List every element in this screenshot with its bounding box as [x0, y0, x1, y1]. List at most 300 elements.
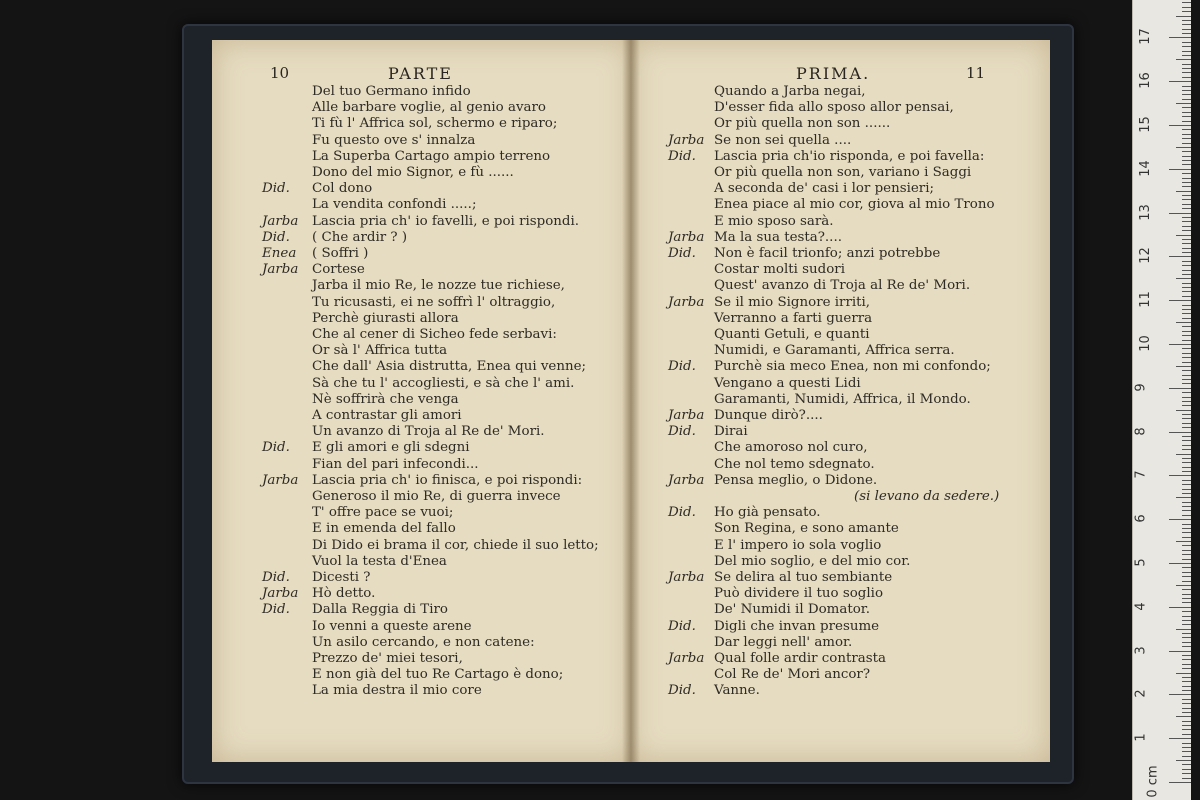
ruler-tick	[1182, 143, 1191, 144]
ruler-tick	[1176, 454, 1191, 455]
ruler-tick	[1182, 335, 1191, 336]
verse-line: E mio sposo sarà.	[714, 213, 834, 229]
ruler-tick	[1169, 432, 1191, 433]
ruler-tick	[1182, 160, 1191, 161]
verse-line: Dunque dirò?....	[714, 408, 823, 423]
ruler-tick	[1169, 81, 1191, 82]
verse-line: A seconda de' casi i lor pensieri;	[714, 181, 934, 197]
ruler-tick	[1182, 107, 1191, 108]
verse-line: Tu ricusasti, ei ne soffrì l' oltraggio,	[312, 294, 556, 310]
ruler-tick	[1182, 602, 1191, 603]
ruler-tick	[1182, 712, 1191, 713]
verse-line: La vendita confondi .....;	[312, 197, 477, 213]
ruler-label: 9	[1133, 383, 1149, 392]
ruler-tick	[1182, 199, 1191, 200]
ruler-tick	[1182, 699, 1191, 700]
verse-line: A contrastar gli amori	[312, 408, 462, 423]
ruler-tick	[1182, 598, 1191, 599]
ruler-tick	[1182, 637, 1191, 638]
verse-line: Alle barbare voglie, al genio avaro	[312, 100, 546, 116]
ruler-tick	[1176, 629, 1191, 630]
verse-line: Or sà l' Affrica tutta	[312, 343, 448, 359]
ruler-label: 6	[1133, 514, 1149, 523]
ruler-tick	[1182, 708, 1191, 709]
verse-line: ( Che ardir ? )	[312, 229, 408, 245]
ruler-tick	[1182, 616, 1191, 617]
ruler-tick	[1182, 94, 1191, 95]
ruler-tick	[1182, 773, 1191, 774]
verse-line: Se delira al tuo sembiante	[714, 570, 893, 585]
ruler-tick	[1182, 734, 1191, 735]
ruler-tick	[1182, 515, 1191, 516]
ruler-tick	[1169, 738, 1191, 739]
ruler-tick	[1182, 24, 1191, 25]
ruler-tick	[1182, 659, 1191, 660]
ruler-tick	[1176, 760, 1191, 761]
ruler-tick	[1182, 186, 1191, 187]
ruler-tick	[1182, 375, 1191, 376]
ruler-tick	[1182, 581, 1191, 582]
ruler-tick	[1182, 265, 1191, 266]
ruler-tick	[1182, 392, 1191, 393]
book-gutter	[622, 40, 640, 762]
verse-line: Quando a Jarba negai,	[714, 84, 866, 99]
ruler-tick	[1182, 703, 1191, 704]
ruler-tick	[1182, 524, 1191, 525]
verse-line: Che nol temo sdegnato.	[714, 456, 875, 472]
speaker-name: Did.	[668, 148, 696, 164]
ruler-tick	[1182, 261, 1191, 262]
ruler-tick	[1169, 694, 1191, 695]
ruler-tick	[1182, 769, 1191, 770]
ruler-tick	[1182, 545, 1191, 546]
ruler-tick	[1169, 344, 1191, 345]
verse-line: ( Soffri )	[312, 246, 369, 261]
ruler-tick	[1182, 274, 1191, 275]
ruler-tick	[1182, 353, 1191, 354]
ruler-tick	[1182, 90, 1191, 91]
ruler-tick	[1182, 633, 1191, 634]
speaker-name: Enea	[262, 246, 297, 261]
ruler-tick	[1182, 751, 1191, 752]
speaker-name: Jarba	[668, 294, 705, 310]
ruler-tick	[1169, 213, 1191, 214]
ruler-tick	[1169, 169, 1191, 170]
ruler-tick	[1182, 756, 1191, 757]
verse-line: Del mio soglio, e del mio cor.	[714, 553, 911, 569]
speaker-name: Did.	[262, 602, 290, 618]
ruler-tick	[1182, 173, 1191, 174]
ruler-tick	[1182, 296, 1191, 297]
verse-line: Ma la sua testa?....	[714, 229, 842, 245]
ruler-label: 0 cm	[1145, 765, 1161, 798]
ruler-tick	[1182, 29, 1191, 30]
ruler-label: 7	[1133, 470, 1149, 480]
ruler-tick	[1182, 68, 1191, 69]
ruler-tick	[1182, 427, 1191, 428]
ruler-tick	[1176, 16, 1191, 17]
verse-line: Qual folle ardir contrasta	[714, 651, 886, 666]
verse-line: Pensa meglio, o Didone.	[714, 472, 878, 488]
ruler-tick	[1182, 480, 1191, 481]
ruler-tick	[1182, 42, 1191, 43]
ruler-tick	[1182, 248, 1191, 249]
speaker-name: Jarba	[668, 132, 705, 148]
ruler-tick	[1182, 458, 1191, 459]
ruler-tick	[1176, 322, 1191, 323]
verse-line: Un avanzo di Troja al Re de' Mori.	[312, 424, 545, 440]
ruler-tick	[1182, 594, 1191, 595]
ruler-tick	[1182, 589, 1191, 590]
ruler-tick	[1182, 449, 1191, 450]
ruler-tick	[1182, 51, 1191, 52]
ruler-tick	[1169, 125, 1191, 126]
verse-line: Vanne.	[714, 683, 760, 699]
verse-line: Col Re de' Mori ancor?	[714, 667, 871, 683]
ruler-tick	[1182, 20, 1191, 21]
ruler-tick	[1182, 620, 1191, 621]
verse-line: Hò detto.	[312, 586, 376, 602]
ruler-label: 17	[1137, 28, 1153, 46]
ruler-tick	[1182, 64, 1191, 65]
verse-line: Costar molti sudori	[714, 262, 845, 278]
ruler-tick	[1176, 235, 1191, 236]
ruler-tick	[1182, 287, 1191, 288]
ruler-tick	[1182, 725, 1191, 726]
ruler-tick	[1182, 2, 1191, 3]
verse-line: Fian del pari infecondi...	[312, 456, 479, 472]
verse-line: La mia destra il mio core	[312, 683, 482, 699]
ruler-tick	[1182, 226, 1191, 227]
ruler-tick	[1182, 681, 1191, 682]
ruler-tick	[1176, 278, 1191, 279]
left-page-number: 10	[270, 64, 290, 82]
ruler-tick	[1182, 33, 1191, 34]
speaker-name: Jarba	[262, 213, 299, 229]
verse-line: Perchè giurasti allora	[312, 310, 459, 326]
ruler-tick	[1176, 497, 1191, 498]
verse-line: Lascia pria ch' io favelli, e poi rispondi.	[312, 213, 579, 229]
ruler-tick	[1182, 357, 1191, 358]
verse-line: Son Regina, e sono amante	[714, 521, 899, 537]
speaker-name: Did.	[262, 181, 290, 197]
ruler-tick	[1182, 313, 1191, 314]
speaker-name: Did.	[668, 246, 696, 261]
speaker-name: Jarba	[262, 586, 299, 602]
ruler-tick	[1182, 418, 1191, 419]
verse-line: E in emenda del fallo	[312, 521, 456, 537]
ruler-tick	[1182, 243, 1191, 244]
ruler-tick	[1182, 550, 1191, 551]
verse-line: T' offre pace se vuoi;	[312, 505, 454, 521]
ruler-tick	[1182, 690, 1191, 691]
ruler-tick	[1176, 59, 1191, 60]
ruler-label: 10	[1137, 335, 1153, 352]
speaker-name: Jarba	[262, 472, 299, 488]
ruler-tick	[1182, 178, 1191, 179]
ruler-tick	[1182, 423, 1191, 424]
ruler-tick	[1182, 383, 1191, 384]
ruler-tick	[1182, 528, 1191, 529]
ruler-tick	[1176, 366, 1191, 367]
verse-line: Generoso il mio Re, di guerra invece	[312, 489, 561, 504]
speaker-name: Jarba	[668, 408, 705, 423]
speaker-name: Did.	[668, 683, 696, 699]
ruler-tick	[1182, 506, 1191, 507]
measuring-ruler	[1132, 0, 1191, 800]
verse-line: Non è facil trionfo; anzi potrebbe	[714, 246, 941, 261]
verse-line: Può dividere il tuo soglio	[714, 586, 884, 602]
ruler-tick	[1182, 195, 1191, 196]
ruler-tick	[1182, 77, 1191, 78]
ruler-label: 4	[1133, 602, 1149, 611]
stage-direction: (si levano da sedere.)	[854, 489, 1000, 504]
ruler-label: 8	[1133, 426, 1149, 436]
speaker-name: Did.	[262, 570, 290, 585]
ruler-tick	[1182, 493, 1191, 494]
verse-line: Un asilo cercando, e non catene:	[312, 634, 535, 650]
ruler-tick	[1182, 664, 1191, 665]
ruler-tick	[1182, 397, 1191, 398]
ruler-tick	[1182, 576, 1191, 577]
ruler-tick	[1182, 510, 1191, 511]
ruler-tick	[1182, 129, 1191, 130]
speaker-name: Did.	[262, 440, 290, 456]
verse-line: Nè soffrirà che venga	[312, 391, 459, 407]
ruler-tick	[1182, 156, 1191, 157]
ruler-tick	[1182, 239, 1191, 240]
ruler-label: 11	[1137, 291, 1153, 308]
ruler-tick	[1182, 559, 1191, 560]
verse-line: Purchè sia meco Enea, non mi confondo;	[714, 359, 991, 375]
ruler-tick	[1182, 309, 1191, 310]
verse-line: Col dono	[312, 181, 373, 197]
speaker-name: Did.	[668, 618, 696, 634]
ruler-tick	[1182, 414, 1191, 415]
ruler-tick	[1169, 519, 1191, 520]
ruler-tick	[1182, 764, 1191, 765]
verse-line: Lascia pria ch'io risponda, e poi favella:	[714, 148, 985, 164]
ruler-tick	[1182, 326, 1191, 327]
ruler-tick	[1182, 331, 1191, 332]
ruler-tick	[1182, 778, 1191, 779]
verse-line: Digli che invan presume	[714, 618, 880, 634]
ruler-tick	[1176, 585, 1191, 586]
verse-line: Dalla Reggia di Tiro	[312, 602, 448, 618]
ruler-tick	[1182, 677, 1191, 678]
ruler-tick	[1182, 440, 1191, 441]
verse-line: La Superba Cartago ampio terreno	[312, 148, 551, 164]
verse-line: Che dall' Asia distrutta, Enea qui venne;	[312, 359, 587, 375]
verse-line: Garamanti, Numidi, Affrica, il Mondo.	[714, 391, 971, 407]
ruler-tick	[1182, 348, 1191, 349]
speaker-name: Did.	[668, 505, 696, 521]
right-running-head: PRIMA.	[796, 64, 871, 83]
speaker-name: Jarba	[668, 570, 705, 585]
ruler-tick	[1182, 362, 1191, 363]
ruler-tick	[1182, 252, 1191, 253]
verse-line: Che amoroso nol curo,	[714, 440, 868, 456]
ruler-tick	[1169, 563, 1191, 564]
ruler-label: 13	[1137, 203, 1153, 221]
verse-line: Vengano a questi Lidi	[714, 375, 861, 391]
verse-line: Di Dido ei brama il cor, chiede il suo letto;	[312, 537, 599, 553]
verse-line: Jarba il mio Re, le nozze tue richiese,	[312, 278, 565, 294]
ruler-tick	[1182, 221, 1191, 222]
verse-line: Se non sei quella ....	[714, 132, 852, 148]
ruler-label: 16	[1137, 72, 1153, 89]
ruler-tick	[1182, 134, 1191, 135]
verse-line: Ti fù l' Affrica sol, schermo e riparo;	[312, 116, 558, 132]
left-running-head: PARTE	[388, 64, 453, 83]
ruler-tick	[1182, 72, 1191, 73]
verse-line: Dar leggi nell' amor.	[714, 634, 853, 650]
ruler-tick	[1182, 668, 1191, 669]
speaker-name: Did.	[668, 359, 696, 375]
ruler-tick	[1182, 611, 1191, 612]
ruler-tick	[1182, 340, 1191, 341]
ruler-tick	[1176, 716, 1191, 717]
verse-line: Sà che tu l' accogliesti, e sà che l' ami.	[312, 375, 575, 391]
ruler-tick	[1176, 191, 1191, 192]
ruler-tick	[1182, 642, 1191, 643]
verse-line: Dono del mio Signor, e fù ......	[312, 165, 514, 180]
ruler-tick	[1182, 151, 1191, 152]
verse-line: Se il mio Signore irriti,	[714, 294, 871, 310]
ruler-tick	[1182, 208, 1191, 209]
ruler-tick	[1169, 475, 1191, 476]
ruler-label: 12	[1137, 247, 1153, 265]
ruler-tick	[1182, 721, 1191, 722]
ruler-tick	[1169, 388, 1191, 389]
ruler-tick	[1169, 37, 1191, 38]
verse-line: Prezzo de' miei tesori,	[312, 651, 463, 666]
ruler-tick	[1182, 655, 1191, 656]
ruler-tick	[1182, 379, 1191, 380]
speaker-name: Jarba	[668, 472, 705, 488]
verse-line: Che al cener di Sicheo fede serbavi:	[312, 327, 557, 342]
ruler-tick	[1182, 46, 1191, 47]
ruler-tick	[1182, 305, 1191, 306]
ruler-tick	[1182, 502, 1191, 503]
ruler-tick	[1182, 624, 1191, 625]
ruler-tick	[1182, 7, 1191, 8]
speaker-name: Did.	[668, 424, 696, 440]
ruler-tick	[1182, 116, 1191, 117]
verse-line: E gli amori e gli sdegni	[312, 440, 470, 456]
ruler-tick	[1182, 729, 1191, 730]
ruler-tick	[1176, 147, 1191, 148]
ruler-tick	[1176, 103, 1191, 104]
ruler-tick	[1169, 651, 1191, 652]
ruler-label: 14	[1137, 160, 1153, 177]
verse-line: D'esser fida allo sposo allor pensai,	[714, 100, 954, 116]
ruler-tick	[1182, 572, 1191, 573]
right-page-number: 11	[966, 64, 986, 82]
ruler-tick	[1182, 747, 1191, 748]
speaker-name: Jarba	[262, 262, 299, 278]
verse-line: Ho già pensato.	[714, 505, 821, 521]
ruler-tick	[1176, 673, 1191, 674]
ruler-label: 5	[1133, 558, 1149, 567]
verse-line: E l' impero io sola voglio	[714, 537, 882, 553]
verse-line: Enea piace al mio cor, giova al mio Trono	[714, 197, 995, 213]
verse-line: E non già del tuo Re Cartago è dono;	[312, 667, 564, 683]
verse-line: Or più quella non son ......	[714, 116, 891, 132]
ruler-tick	[1182, 55, 1191, 56]
ruler-tick	[1176, 410, 1191, 411]
ruler-tick	[1182, 291, 1191, 292]
verse-line: De' Numidi il Domator.	[714, 602, 870, 618]
ruler-tick	[1169, 256, 1191, 257]
speaker-name: Did.	[262, 229, 290, 245]
ruler-tick	[1182, 182, 1191, 183]
ruler-tick	[1182, 401, 1191, 402]
speaker-name: Jarba	[668, 229, 705, 245]
ruler-tick	[1182, 318, 1191, 319]
ruler-tick	[1182, 370, 1191, 371]
ruler-tick	[1182, 270, 1191, 271]
ruler-tick	[1182, 11, 1191, 12]
ruler-tick	[1169, 782, 1191, 783]
ruler-tick	[1176, 541, 1191, 542]
ruler-tick	[1182, 436, 1191, 437]
ruler-tick	[1182, 484, 1191, 485]
ruler-tick	[1182, 537, 1191, 538]
verse-line: Quest' avanzo di Troja al Re de' Mori.	[714, 278, 971, 294]
verse-line: Dirai	[714, 424, 748, 440]
verse-line: Cortese	[312, 262, 365, 278]
ruler-tick	[1169, 607, 1191, 608]
verse-line: Dicesti ?	[312, 570, 371, 585]
ruler-tick	[1182, 467, 1191, 468]
verse-line: Quanti Getuli, e quanti	[714, 327, 870, 342]
verse-line: Fu questo ove s' innalza	[312, 132, 476, 148]
ruler-label: 3	[1133, 645, 1149, 655]
ruler-label: 15	[1137, 116, 1153, 133]
verse-line: Or più quella non son, variano i Saggi	[714, 165, 972, 180]
ruler-tick	[1182, 138, 1191, 139]
ruler-tick	[1182, 217, 1191, 218]
ruler-tick	[1182, 405, 1191, 406]
verse-line: Io venni a queste arene	[312, 618, 472, 634]
ruler-label: 1	[1133, 733, 1149, 742]
verse-line: Verranno a farti guerra	[714, 310, 873, 326]
ruler-tick	[1182, 743, 1191, 744]
ruler-tick	[1169, 300, 1191, 301]
ruler-tick	[1182, 471, 1191, 472]
ruler-tick	[1182, 567, 1191, 568]
speaker-name: Jarba	[668, 651, 705, 666]
verse-line: Numidi, e Garamanti, Affrica serra.	[714, 343, 955, 359]
ruler-tick	[1182, 164, 1191, 165]
ruler-tick	[1182, 554, 1191, 555]
ruler-tick	[1182, 230, 1191, 231]
verse-line: Vuol la testa d'Enea	[312, 553, 447, 569]
ruler-tick	[1182, 532, 1191, 533]
ruler-tick	[1182, 462, 1191, 463]
ruler-tick	[1182, 204, 1191, 205]
ruler-tick	[1182, 445, 1191, 446]
ruler-tick	[1182, 283, 1191, 284]
ruler-tick	[1182, 121, 1191, 122]
ruler-tick	[1182, 686, 1191, 687]
verse-line: Lascia pria ch' io finisca, e poi rispondi:	[312, 472, 583, 488]
ruler-label: 2	[1133, 689, 1149, 699]
ruler-tick	[1182, 489, 1191, 490]
ruler-tick	[1182, 86, 1191, 87]
verse-line: Del tuo Germano infido	[312, 84, 471, 99]
